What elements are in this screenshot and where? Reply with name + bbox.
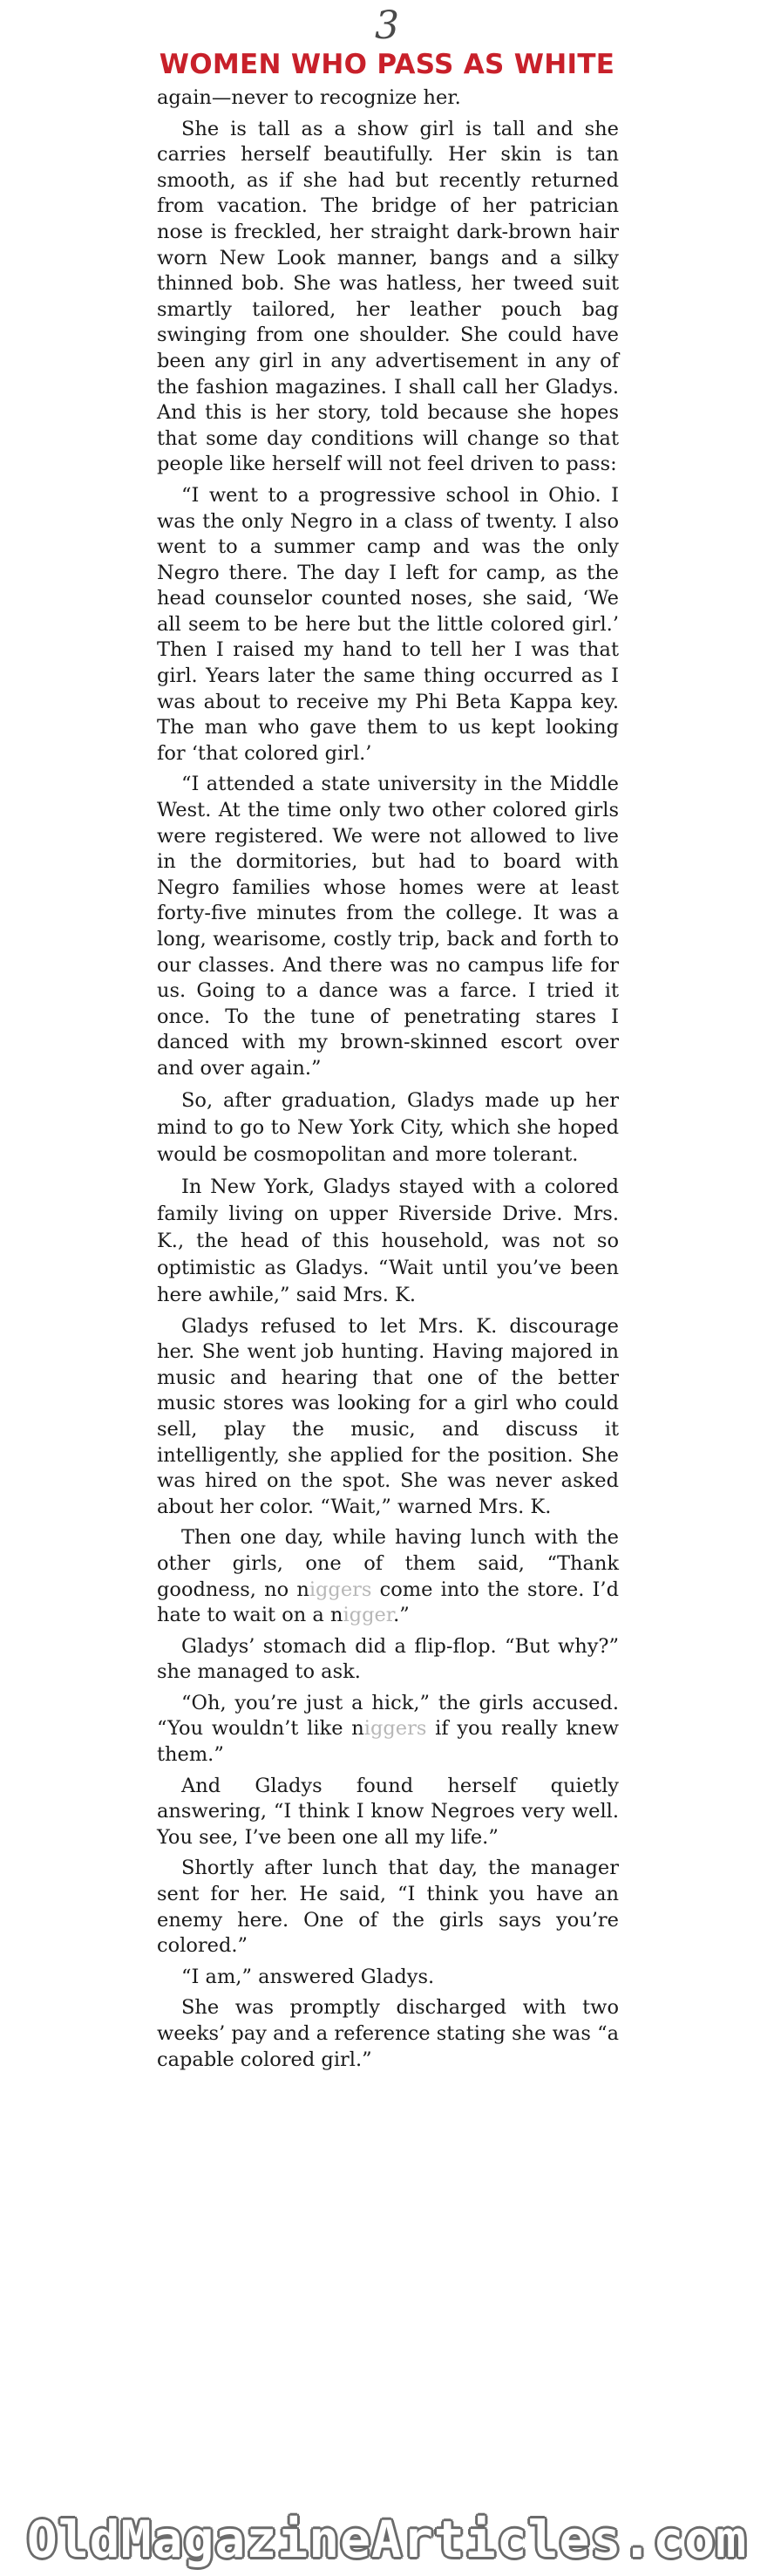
paragraph-3: “I went to a progressive school in Ohio. I was the only Negro in a class of twenty. I also went to a summer camp and was the only Negro there. The day I left for camp, as the head counselor counted noses, she said, ‘We all seem to be here but the little colored girl.’ Then I raised my hand to tell her I was that girl. Years later the same thing occurred as I was about to receive my Phi Beta Kappa key. The man who gave them to us kept looking for ‘that colored girl.’ xyxy=(157,483,619,765)
redacted-word-3: iggers xyxy=(363,1717,427,1741)
paragraph-10-text-b: if you really knew them.” xyxy=(157,1717,619,1767)
redacted-word-1: iggers xyxy=(309,1578,372,1601)
paragraph-2: She is tall as a show girl is tall and she carries herself beautifully. Her skin is tan smooth, as if she had but recently returned from vacation. The bridge of her patrician nose is freckled, her straight dark-brown hair worn New Look manner, bangs and a silky thinned bob. She was hatless, her tweed suit smartly tailored, her leather pouch bag swinging from one shoulder. She could have been any girl in any advertisement in any of the fashion magazines. I shall call her Gladys. And this is her story, told because she hopes that some day conditions will change so that people like herself will not feel driven to pass: xyxy=(157,117,619,476)
paragraph-10-text-a: “Oh, you’re just a hick,” the girls accused. “You wouldn’t like n xyxy=(157,1691,619,1741)
paragraph-12: Shortly after lunch that day, the manager sent for her. He said, “I think you have an enemy here. One of the girls says you’re colored.” xyxy=(157,1857,619,1958)
page-number: 3 xyxy=(375,3,399,48)
paragraph-1: again—never to recognize her. xyxy=(157,86,461,109)
paragraph-8-text-a: Then one day, while having lunch with the other girls, one of them said, “Thank goodness, no n xyxy=(157,1526,619,1601)
paragraph-7: Gladys refused to let Mrs. K. discourage her. She went job hunting. Having majored in music and hearing that one of the better music stores was looking for a girl who could sell, play the music, and discuss it intelligently, she applied for the position. She was hired on the spot. She was never asked about her color. “Wait,” warned Mrs. K. xyxy=(157,1314,619,1518)
paragraph-8-text-c: .” xyxy=(393,1604,410,1627)
paragraph-9: Gladys’ stomach did a flip-flop. “But why?” she managed to ask. xyxy=(157,1634,619,1684)
redacted-word-2: igger xyxy=(343,1604,394,1627)
paragraph-5: So, after graduation, Gladys made up her mind to go to New York City, which she hoped would be cosmopolitan and more tolerant. xyxy=(157,1088,619,1166)
footer-watermark: OldMagazineArticles.com xyxy=(26,2510,748,2569)
article-column xyxy=(157,85,619,2078)
paragraph-8-text-b: come into the store. I’d hate to wait on a n xyxy=(157,1578,619,1627)
paragraph-10 xyxy=(157,1691,619,1768)
paragraph-6: In New York, Gladys stayed with a colored family living on upper Riverside Drive. Mrs. K., the head of this household, was not so optimistic as Gladys. “Wait until you’ve been here awhile,” said Mrs. K. xyxy=(157,1175,619,1306)
paragraph-14: She was promptly discharged with two weeks’ pay and a reference stating she was “a capable colored girl.” xyxy=(157,1996,619,2071)
headline: WOMEN WHO PASS AS WHITE xyxy=(159,49,615,80)
paragraph-11: And Gladys found herself quietly answering, “I think I know Negroes very well. You see, I’ve been one all my life.” xyxy=(157,1774,619,1849)
paragraph-8 xyxy=(157,1525,619,1628)
paragraph-13: “I am,” answered Gladys. xyxy=(181,1965,435,1988)
paragraph-4: “I attended a state university in the Middle West. At the time only two other colored girls were registered. We were not allowed to live in the dormitories, but had to board with Negro families whose homes were at least forty-five minutes from the college. It was a long, wearisome, costly trip, back and forth to our classes. And there was no campus life for us. Going to a dance was a farce. I tried it once. To the tune of penetrating stares I danced with my brown-skinned escort over and over again.” xyxy=(157,773,619,1080)
